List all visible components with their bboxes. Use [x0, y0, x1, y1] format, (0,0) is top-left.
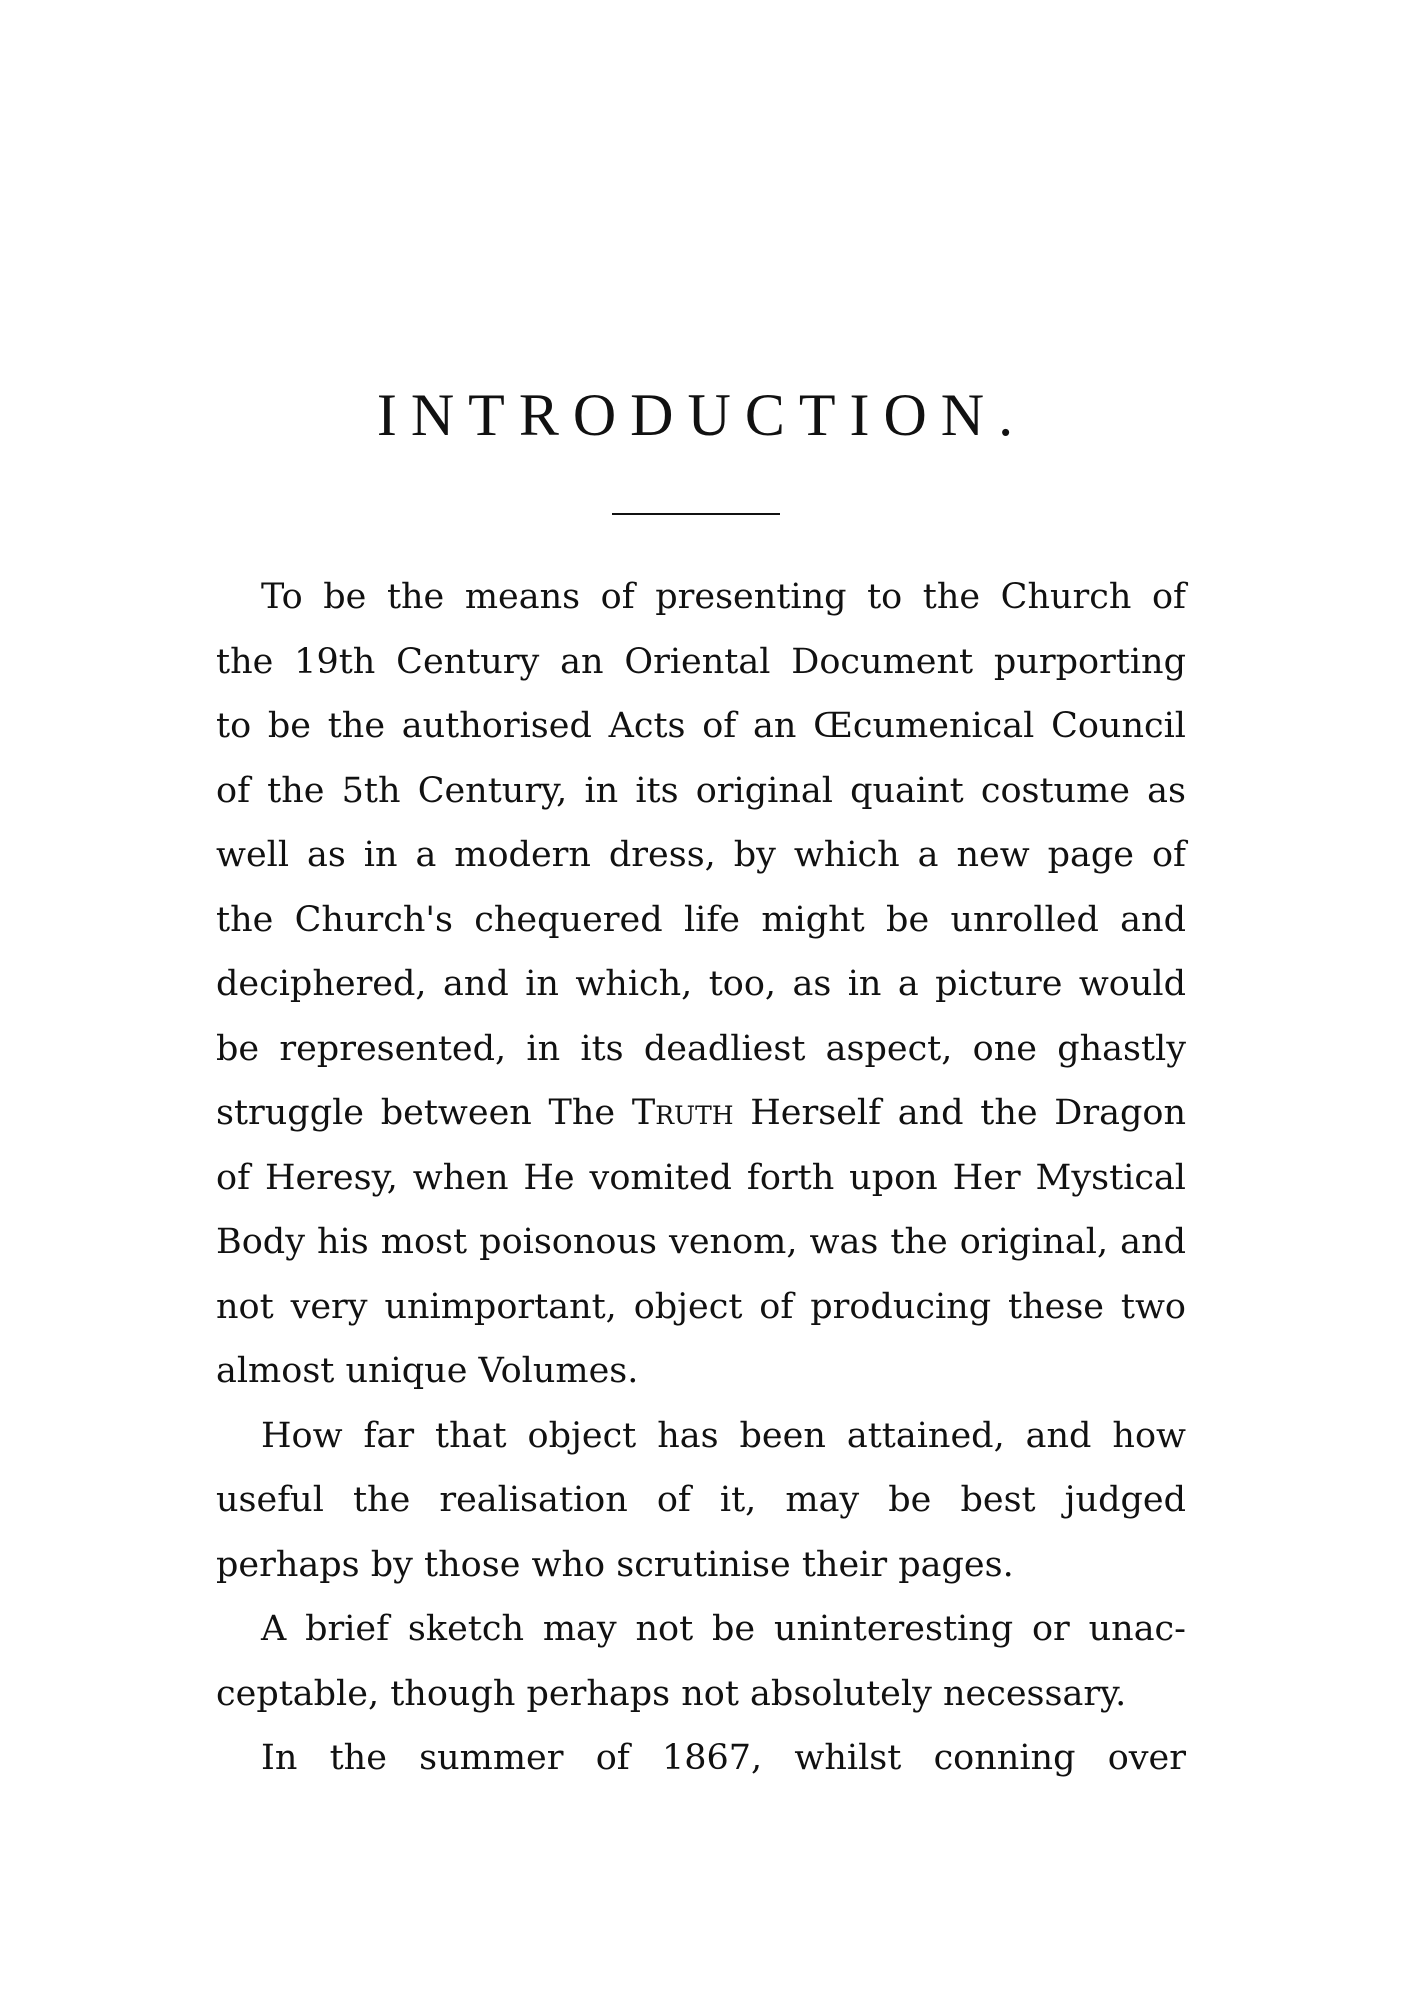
text-line: Body his most poisonous venom, was the original, and — [216, 1222, 1186, 1262]
text-line: A brief sketch may not be uninteresting or unac- — [261, 1609, 1186, 1649]
text-line: of Heresy, when He vomited forth upon Her Mystical — [216, 1157, 1186, 1198]
chapter-title: INTRODUCTION. — [376, 382, 1028, 448]
paragraph — [216, 565, 1186, 1404]
text-line: of the 5th Century, in its original quaint costume as — [216, 770, 1186, 811]
text-line: the 19th Century an Oriental Document purporting — [216, 641, 1186, 682]
title-rule — [612, 513, 780, 515]
paragraph — [216, 1597, 1186, 1726]
text-line: To be the means of presenting to the Church of — [261, 577, 1186, 617]
text-line: the Church's chequered life might be unrolled and — [216, 899, 1186, 940]
text-line: well as in a modern dress, by which a new page of — [216, 835, 1186, 875]
text-line: almost unique Volumes. — [216, 1351, 639, 1391]
text-line: deciphered, and in which, too, as in a picture would — [216, 964, 1186, 1004]
body-text — [216, 565, 1186, 1791]
text-line: How far that object has been attained, and how — [261, 1415, 1186, 1456]
text-line: not very unimportant, object of producing these two — [216, 1286, 1186, 1327]
paragraph — [216, 1726, 1186, 1791]
text-line-truth: struggle between The Truth Herself and the Dragon — [216, 1093, 1186, 1133]
paragraph — [216, 1404, 1186, 1598]
text-line: be represented, in its deadliest aspect, one ghastly — [216, 1028, 1186, 1069]
text-line: to be the authorised Acts of an Œcumenical Council — [216, 706, 1186, 746]
text-line: ceptable, though perhaps not absolutely necessary. — [216, 1673, 1127, 1714]
text-line: useful the realisation of it, may be best judged — [216, 1480, 1186, 1520]
text-line: perhaps by those who scrutinise their pages. — [216, 1544, 1014, 1585]
text-line: In the summer of 1867, whilst conning over — [261, 1738, 1186, 1778]
